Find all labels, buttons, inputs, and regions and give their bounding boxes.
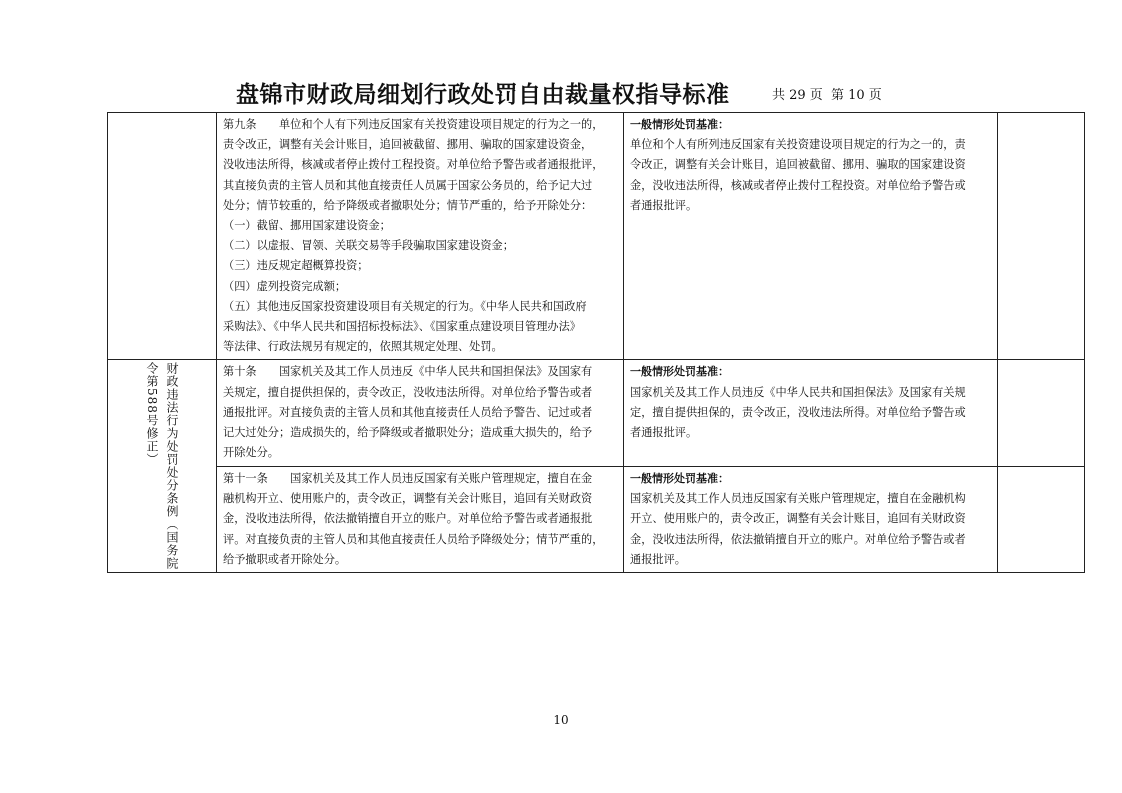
article-line: 金，没收违法所得，依法撤销擅自开立的账户。对单位给予警告或者通报批 (223, 512, 593, 526)
standard-heading: 一般情形处罚基准： (630, 365, 729, 379)
article-line: （五）其他违反国家投资建设项目有关规定的行为。《中华人民共和国政府 (223, 299, 587, 313)
article-cell (217, 466, 624, 573)
table-row (108, 113, 1085, 360)
current-page: 第 10 页 (830, 88, 882, 103)
standard-line: 国家机关及其工作人员违反《中华人民共和国担保法》及国家有关规 (630, 385, 966, 399)
total-pages: 共 29 页 (772, 88, 823, 103)
article-line: 没收违法所得，核减或者停止拨付工程投资。对单位给予警告或者通报批评， (223, 158, 604, 172)
article-line: 采购法》、《中华人民共和国招标投标法》、《国家重点建设项目管理办法》 (223, 320, 581, 334)
standard-line: 开立、使用账户的，责令改正，调整有关会计账目，追回有关财政资 (630, 512, 966, 526)
standard-line: 国家机关及其工作人员违反国家有关账户管理规定，擅自在金融机构 (630, 492, 966, 506)
article-line: 处分；情节较重的，给予降级或者撤职处分；情节严重的，给予开除处分： (223, 198, 593, 212)
article-line: 开除处分。 (223, 446, 279, 460)
standard-line: 者通报批评。 (630, 198, 698, 212)
table-row (108, 466, 1085, 573)
law-source-line: 令第588号修正） (145, 362, 159, 467)
law-source-vertical (114, 362, 210, 570)
standard-line: 金，没收违法所得，依法撤销擅自开立的账户。对单位给予警告或者 (630, 532, 966, 546)
standard-heading: 一般情形处罚基准： (630, 471, 729, 485)
article-line: 其直接负责的主管人员和其他直接责任人员属于国家公务员的，给予记大过 (223, 178, 593, 192)
article-line: 记大过处分；造成损失的，给予降级或者撤职处分；造成重大损失的，给予 (223, 426, 593, 440)
article-cell (217, 360, 624, 467)
standard-line: 定，擅自提供担保的，责令改正，没收违法所得。对单位给予警告或 (630, 405, 966, 419)
article-line: （四）虚列投资完成额； (223, 279, 347, 293)
article-line: （二）以虚报、冒领、关联交易等手段骗取国家建设资金； (223, 239, 514, 253)
standard-line: 通报批评。 (630, 552, 686, 566)
remarks-cell (998, 360, 1085, 467)
page-info (772, 84, 886, 103)
standard-line: 单位和个人有所列违反国家有关投资建设项目规定的行为之一的，责 (630, 138, 966, 152)
article-line: 等法律、行政法规另有规定的，依照其规定处理、处罚。 (223, 340, 503, 354)
article-line: （三）违反规定超概算投资； (223, 259, 369, 273)
law-source-cell (108, 360, 217, 573)
article-line: 给予撤职或者开除处分。 (223, 552, 347, 566)
article-cell (217, 113, 624, 360)
law-source-cell-empty (108, 113, 217, 360)
remarks-cell (998, 466, 1085, 573)
document-title: 盘锦市财政局细划行政处罚自由裁量权指导标准 (236, 82, 730, 108)
article-line: （一）截留、挪用国家建设资金； (223, 219, 391, 233)
standard-cell (624, 466, 998, 573)
article-line: 融机构开立、使用账户的，责令改正，调整有关会计账目，追回有关财政资 (223, 492, 593, 506)
law-source-line: 财政违法行为处罚处分条例（国务院 (165, 362, 179, 571)
article-line: 通报批评。对直接负责的主管人员和其他直接责任人员给予警告、记过或者 (223, 405, 593, 419)
article-line: 责令改正，调整有关会计账目，追回被截留、挪用、骗取的国家建设资金， (223, 138, 593, 152)
title-row (0, 76, 1122, 110)
article-line: 评。对直接负责的主管人员和其他直接责任人员给予降级处分；情节严重的， (223, 532, 604, 546)
standard-line: 令改正，调整有关会计账目，追回被截留、挪用、骗取的国家建设资 (630, 158, 966, 172)
article-line: 第十条 国家机关及其工作人员违反《中华人民共和国担保法》及国家有 (223, 365, 593, 379)
article-line: 关规定，擅自提供担保的，责令改正，没收违法所得。对单位给予警告或者 (223, 385, 593, 399)
penalty-standard-table (107, 112, 1085, 573)
standard-cell (624, 360, 998, 467)
page-number: 10 (553, 713, 569, 727)
article-line: 第十一条 国家机关及其工作人员违反国家有关账户管理规定，擅自在金 (223, 471, 593, 485)
standard-cell (624, 113, 998, 360)
table-row (108, 360, 1085, 467)
article-line: 第九条 单位和个人有下列违反国家有关投资建设项目规定的行为之一的， (223, 118, 604, 131)
standard-line: 者通报批评。 (630, 426, 698, 440)
remarks-cell (998, 113, 1085, 360)
standard-heading: 一般情形处罚基准： (630, 118, 729, 131)
standard-line: 金，没收违法所得，核减或者停止拨付工程投资。对单位给予警告或 (630, 178, 966, 192)
